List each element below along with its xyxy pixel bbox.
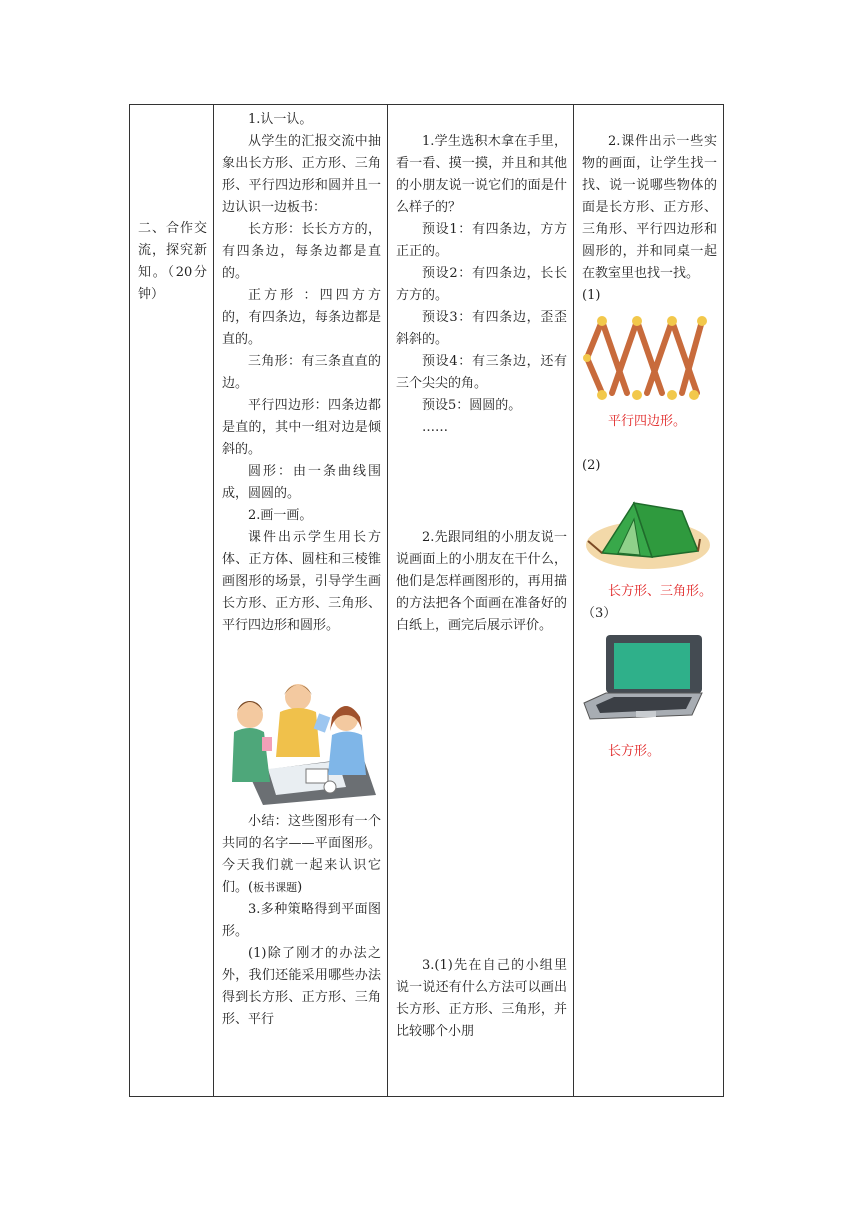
paragraph: …… — [422, 420, 448, 435]
paragraph: 圆形：由一条曲线围成，圆圆的。 — [222, 464, 381, 501]
paragraph: 三角形：有三条直直的边。 — [222, 354, 381, 391]
item-number: (2) — [582, 458, 601, 473]
answer-text: 长方形、三角形。 — [608, 584, 713, 599]
laptop-illustration — [582, 631, 706, 727]
paragraph: 预设1：有四条边，方方正正的。 — [396, 222, 567, 259]
paragraph: 平行四边形：四条边都是直的，其中一组对边是倾斜的。 — [222, 398, 381, 457]
answer-text: 长方形。 — [608, 744, 661, 759]
step-heading: 1.认一认。 — [248, 112, 313, 127]
board-note: 板书课题 — [253, 881, 298, 894]
item-number: （3） — [582, 606, 617, 621]
stage-label: 二、合作交流，探究新知。（20分钟） — [138, 221, 207, 302]
children-drawing-illustration — [228, 677, 378, 807]
table-row — [130, 105, 724, 1097]
paragraph: 长方形：长长方方的，有四条边，每条边都是直的。 — [222, 222, 381, 281]
summary-text-end: ) — [297, 880, 303, 895]
item-number: (1) — [582, 288, 601, 303]
summary-paragraph — [222, 811, 381, 899]
tent-illustration — [582, 483, 710, 571]
paragraph: 预设5：圆圆的。 — [422, 398, 522, 413]
paragraph: 2.先跟同组的小朋友说一说画面上的小朋友在干什么，他们是怎样画图形的，再用描的方法把各个面画在准备好的白纸上，画完后展示评价。 — [396, 530, 567, 633]
step-heading: 2.画一画。 — [248, 508, 313, 523]
paragraph: 2.课件出示一些实物的画面，让学生找一找、说一说哪些物体的面是长方形、正方形、三角形、平行四边形和圆形的，并和同桌一起在教室里也找一找。 — [582, 134, 717, 281]
lesson-plan-table — [129, 104, 724, 1097]
paragraph: (1)除了刚才的办法之外，我们还能采用哪些办法得到长方形、正方形、三角形、平行 — [222, 946, 381, 1027]
teacher-activity-cell — [214, 105, 388, 1097]
paragraph: 预设3：有四条边，歪歪斜斜的。 — [396, 310, 567, 347]
paragraph: 预设4：有三条边，还有三个尖尖的角。 — [396, 354, 567, 391]
folding-rack-illustration — [582, 313, 707, 405]
paragraph: 3.(1)先在自己的小组里说一说还有什么方法可以画出长方形、正方形、三角形，并比较哪个小朋 — [396, 958, 567, 1039]
paragraph: 1.学生选积木拿在手里，看一看、摸一摸，并且和其他的小朋友说一说它们的面是什么样子的？ — [396, 134, 567, 215]
paragraph: 从学生的汇报交流中抽象出长方形、正方形、三角形、平行四边形和圆并且一边认识一边板书： — [222, 134, 381, 215]
paragraph: 正方形 ：四四方方的，有四条边，每条边都是直的。 — [222, 288, 381, 347]
paragraph: 预设2：有四条边，长长方方的。 — [396, 266, 567, 303]
answer-text: 平行四边形。 — [608, 414, 687, 429]
student-activity-cell — [388, 105, 574, 1097]
stage-cell — [130, 105, 214, 1097]
summary-text: 小结：这些图形有一个共同的名字——平面图形。今天我们就一起来认识它们。( — [222, 814, 381, 895]
design-intent-cell — [574, 105, 724, 1097]
step-heading: 3.多种策略得到平面图形。 — [222, 902, 381, 939]
paragraph: 课件出示学生用长方体、正方体、圆柱和三棱锥画图形的场景，引导学生画长方形、正方形、三角形、平行四边形和圆形。 — [222, 530, 381, 633]
